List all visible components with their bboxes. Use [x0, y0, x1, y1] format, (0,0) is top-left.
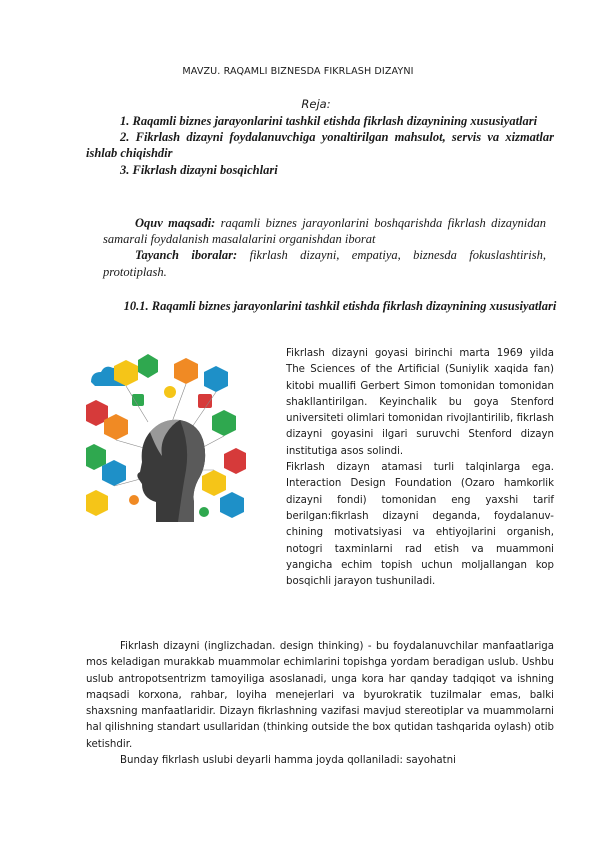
side-paragraph: Fikrlash dizayn atamasi turli talqinlarga ega. Interaction Design Foundation (Ozaro hamkorlik dizayni fondi) tomonidan eng yaxshi tarif berilgan:fikrlash dizayni deganda, foydalanuv- chining motivatsiyasi va ehtiyojlarini organish, notogri taxminlarni rad etish va muammoni yangicha echim topish uchun moljallangan kop bosqichli jarayon tushuniladi. [286, 462, 554, 588]
goal-label: Oquv maqsadi: [135, 216, 216, 230]
body-paragraph: Bunday fikrlash uslubi deyarli hamma joyda qollaniladi: sayohatni [120, 755, 456, 767]
side-paragraph: Fikrlash dizayni goyasi birinchi marta 1969 yilda The Sciences of the Artificial (Suniylik xaqida fan) kitobi muallifi Gerbert Simon tomonidan tomonidan shakllantirilgan. Keyinchalik bu goya Stenford universiteti olimlari tomonidan rivojlantirilib, fikrlash dizayni goyasini ilgari suruvchi Stenford dizayn institutiga asos solindi. [286, 348, 554, 457]
design-thinking-head-illustration [86, 352, 246, 522]
plan-heading: Reja: [301, 97, 331, 111]
plan-item: 1. Raqamli biznes jarayonlarini tashkil etishda fikrlash dizaynining xususiyatlari [120, 114, 538, 128]
page-title: MAVZU. RAQAMLI BIZNESDA FIKRLASH DIZAYNI [182, 66, 414, 77]
main-body-text [86, 639, 554, 769]
goal-text: raqamli biznes jarayonlarini boshqarishda fikrlash dizaynidan samarali foydalanish masalalarini organishdan iborat [103, 216, 546, 247]
head-with-icons-image [86, 352, 246, 522]
goal-block [103, 215, 546, 280]
intro-side-text [286, 346, 554, 590]
goal-paragraph [103, 215, 546, 247]
plan-item: 2. Fikrlash dizayni foydalanuvchiga yonaltirilgan mahsulot, servis va xizmatlar ishlab chiqishdir [86, 130, 554, 161]
keywords-label: Tayanch iboralar: [135, 248, 238, 263]
section-title: 10.1. Raqamli biznes jarayonlarini tashkil etishda fikrlash dizaynining xususiyatlari [123, 299, 557, 313]
body-paragraph: Fikrlash dizayni (inglizchadan. design thinking) - bu foydalanuvchilar manfaatlariga mos keladigan murakkab muammolar echimlarini topishga yordam beradigan uslub. Ushbu uslub antropotsentrizm tamoyiliga asoslanadi, unga kora har qanday tadqiqot va ishning maqsadi korxona, rahbar, loyiha menejerlari va byurokratik tuzilmalar emas, balki shaxsning manfaatlaridir. Dizayn fikrlashning vazifasi mavjud stereotiplar va muammolarni hal qilishning standart usullaridan (thinking outside the box qutidan tashqarida oylash) otib ketishdir. [86, 641, 554, 750]
keywords-paragraph [103, 247, 546, 279]
plan-list [86, 113, 554, 178]
plan-item: 3. Fikrlash dizayni bosqichlari [120, 162, 278, 177]
keywords-text: fikrlash dizayni, empatiya, biznesda fokuslashtirish, prototiplash. [103, 248, 547, 279]
